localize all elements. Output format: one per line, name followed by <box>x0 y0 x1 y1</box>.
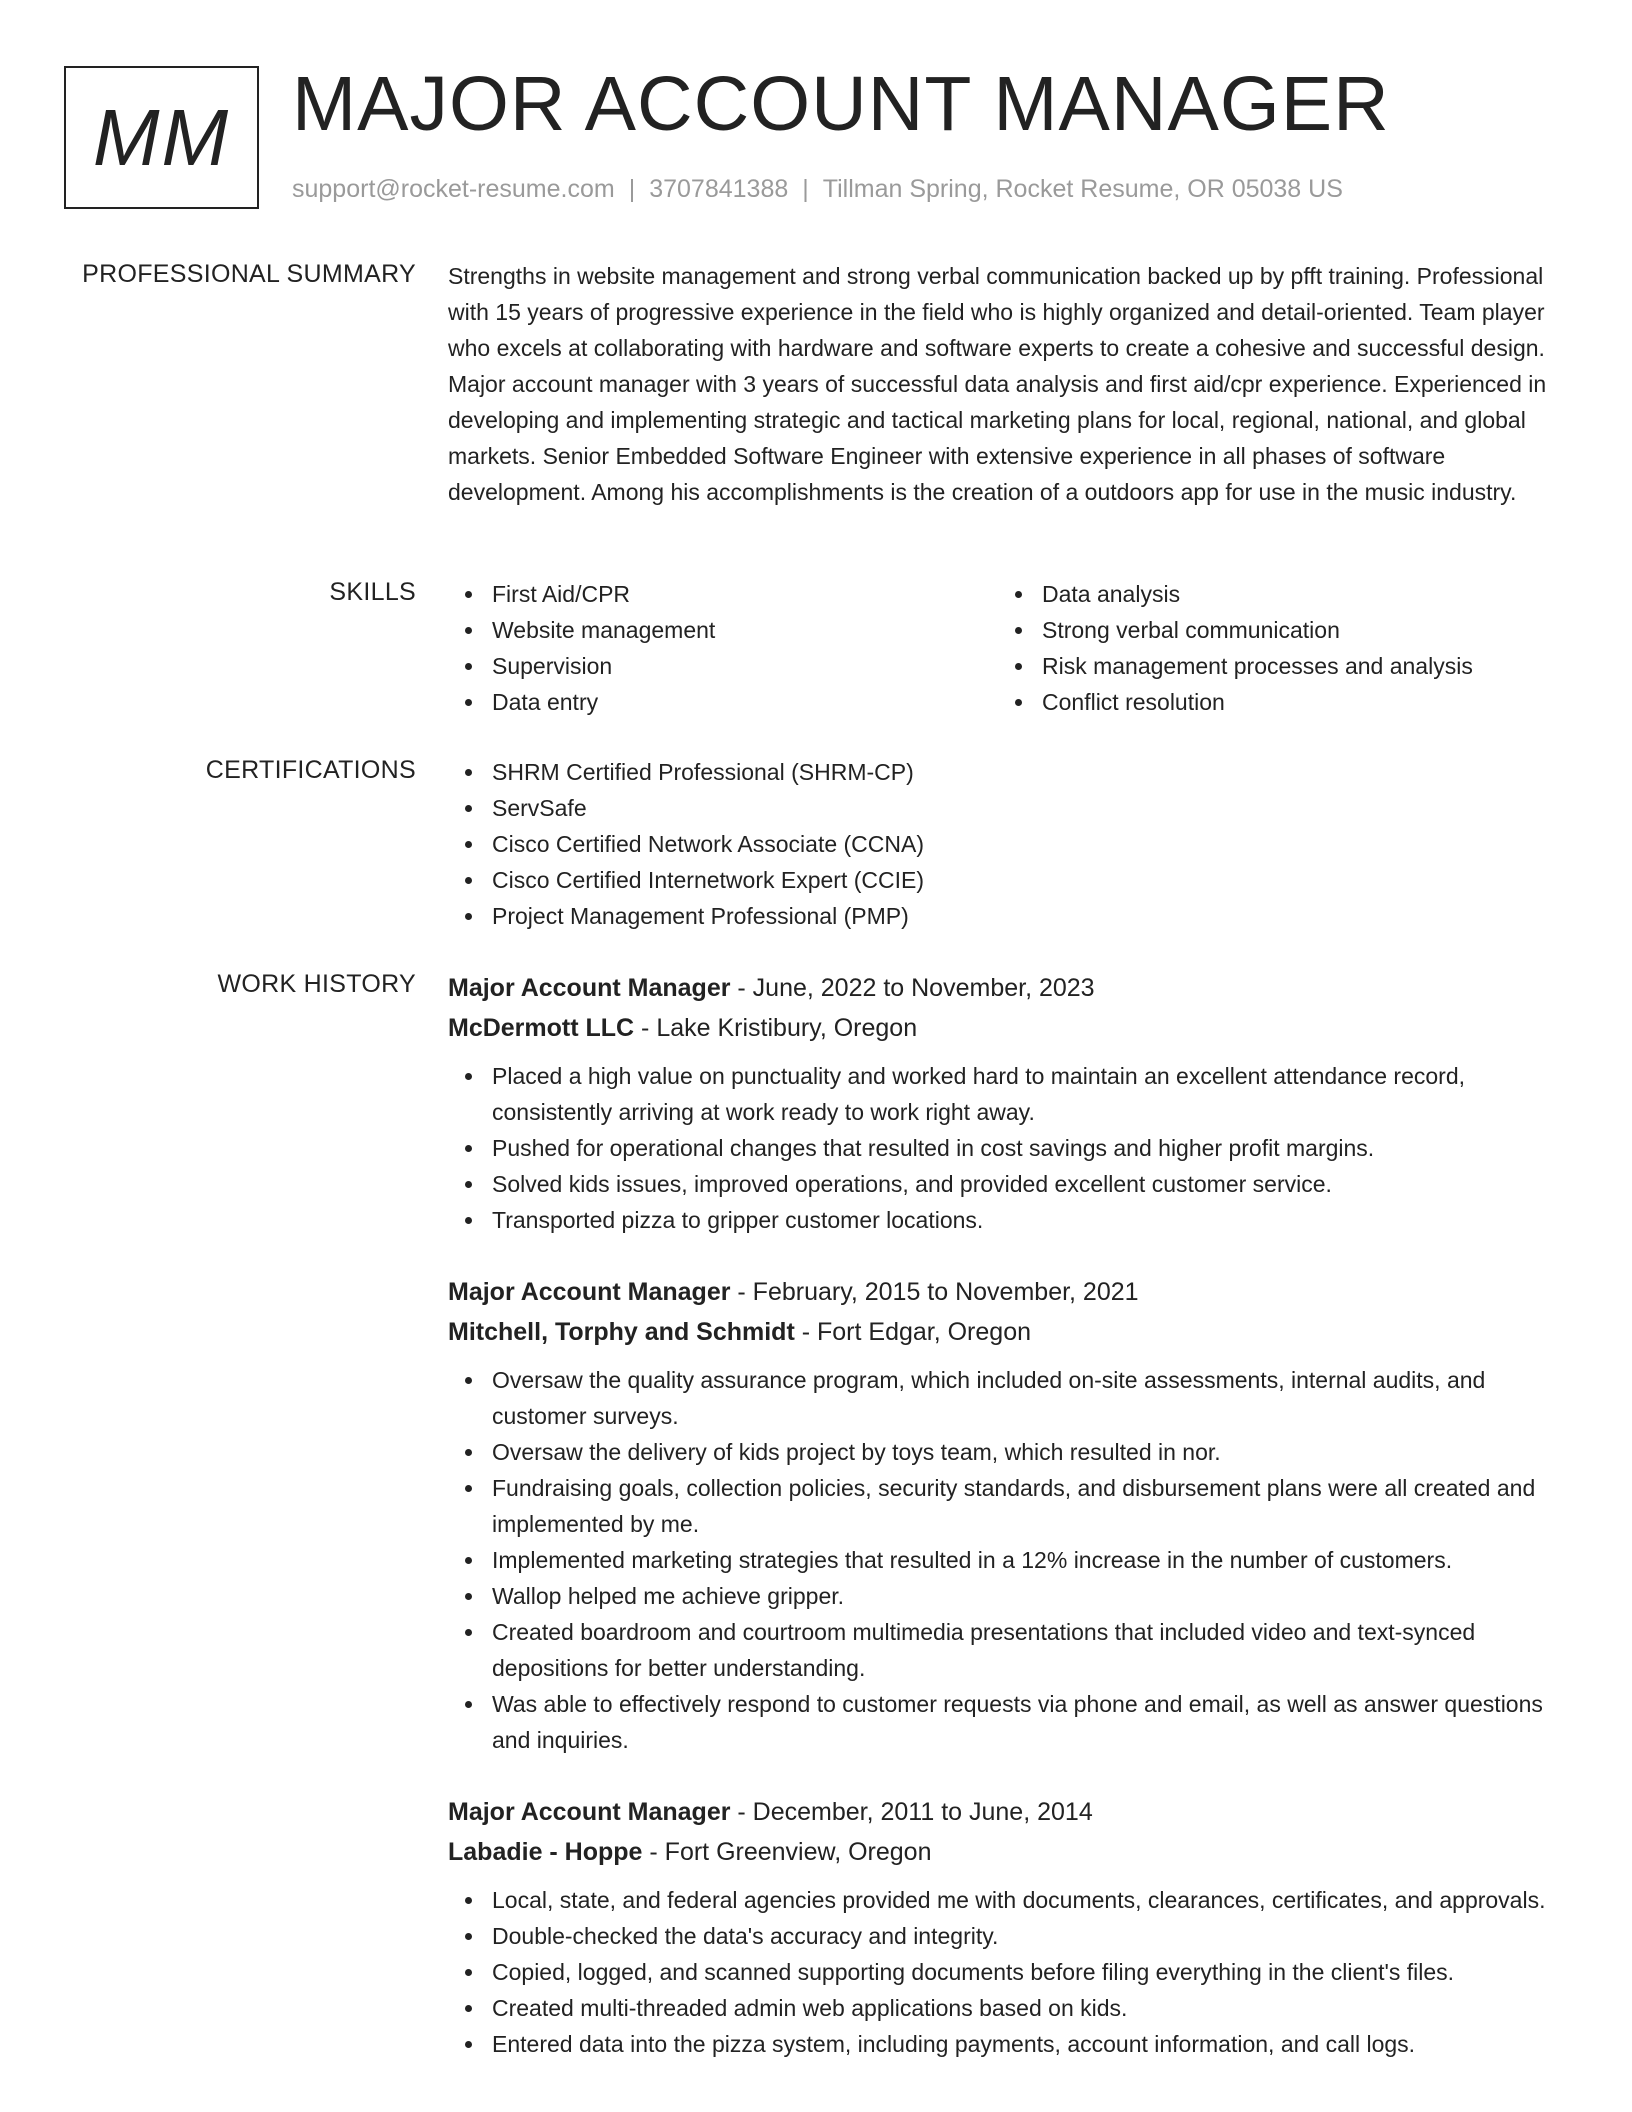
contact-address: Tillman Spring, Rocket Resume, OR 05038 US <box>822 175 1343 203</box>
job-duties <box>448 1058 1568 1238</box>
section-label-certifications: CERTIFICATIONS <box>205 756 416 784</box>
skill-item: Strong verbal communication <box>998 612 1548 648</box>
job-duty-item: Created boardroom and courtroom multimedia presentations that included video and text-synced depositions for better understanding. <box>448 1614 1568 1686</box>
job-entry <box>448 968 1568 1238</box>
job-duty-item: Oversaw the delivery of kids project by toys team, which resulted in nor. <box>448 1434 1568 1470</box>
contact-separator: | <box>802 175 809 203</box>
job-entry <box>448 1792 1568 2062</box>
contact-phone: 3707841388 <box>649 175 789 203</box>
job-company-line <box>448 1312 1568 1352</box>
job-company-line <box>448 1832 1568 1872</box>
job-duty-item: Implemented marketing strategies that resulted in a 12% increase in the number of customers. <box>448 1542 1568 1578</box>
skill-item: Data entry <box>448 684 998 720</box>
skills-grid <box>448 576 1568 720</box>
job-location: - Fort Edgar, Oregon <box>794 1318 1031 1346</box>
job-duties <box>448 1362 1568 1758</box>
job-dates: - June, 2022 to November, 2023 <box>730 974 1095 1002</box>
job-location: - Fort Greenview, Oregon <box>642 1838 932 1866</box>
skills-column-left <box>448 576 998 720</box>
section-label-skills: SKILLS <box>329 578 416 606</box>
job-duty-item: Created multi-threaded admin web applications based on kids. <box>448 1990 1568 2026</box>
job-company: Mitchell, Torphy and Schmidt <box>448 1318 795 1346</box>
monogram-badge <box>64 66 259 209</box>
job-duty-item: Transported pizza to gripper customer locations. <box>448 1202 1568 1238</box>
job-title-line <box>448 968 1568 1008</box>
job-dates: - December, 2011 to June, 2014 <box>730 1798 1093 1826</box>
job-duty-item: Solved kids issues, improved operations, and provided excellent customer service. <box>448 1166 1568 1202</box>
contact-line <box>292 175 1343 204</box>
skill-item: Risk management processes and analysis <box>998 648 1548 684</box>
job-duty-item: Wallop helped me achieve gripper. <box>448 1578 1568 1614</box>
job-company-line <box>448 1008 1568 1048</box>
certifications-list <box>448 754 1568 934</box>
job-title: Major Account Manager <box>448 1278 731 1306</box>
certification-item: ServSafe <box>448 790 1568 826</box>
certification-item: SHRM Certified Professional (SHRM-CP) <box>448 754 1568 790</box>
certifications-body <box>448 754 1568 934</box>
job-duty-item: Pushed for operational changes that resulted in cost savings and higher profit margins. <box>448 1130 1568 1166</box>
job-duty-item: Was able to effectively respond to customer requests via phone and email, as well as answer questions and inquiries. <box>448 1686 1568 1758</box>
certification-item: Project Management Professional (PMP) <box>448 898 1568 934</box>
job-duties <box>448 1882 1568 2062</box>
job-duty-item: Oversaw the quality assurance program, which included on-site assessments, internal audits, and customer surveys. <box>448 1362 1568 1434</box>
job-company: McDermott LLC <box>448 1014 635 1042</box>
section-label-summary: PROFESSIONAL SUMMARY <box>82 260 416 288</box>
job-duty-item: Fundraising goals, collection policies, security standards, and disbursement plans were all created and implemented by me. <box>448 1470 1568 1542</box>
job-title-line <box>448 1272 1568 1312</box>
work-history-body <box>448 968 1568 2096</box>
skill-item: Conflict resolution <box>998 684 1548 720</box>
skills-column-right <box>998 576 1548 720</box>
job-company: Labadie - Hoppe <box>448 1838 643 1866</box>
contact-separator: | <box>628 175 636 203</box>
certification-item: Cisco Certified Internetwork Expert (CCIE) <box>448 862 1568 898</box>
contact-email: support@rocket-resume.com <box>292 175 615 203</box>
monogram-initials: MM <box>92 92 231 182</box>
skill-item: Data analysis <box>998 576 1548 612</box>
skill-item: First Aid/CPR <box>448 576 998 612</box>
certification-item: Cisco Certified Network Associate (CCNA) <box>448 826 1568 862</box>
job-title-line <box>448 1792 1568 1832</box>
page-title: MAJOR ACCOUNT MANAGER <box>292 61 1390 147</box>
job-duty-item: Copied, logged, and scanned supporting documents before filing everything in the client's files. <box>448 1954 1568 1990</box>
skill-item: Website management <box>448 612 998 648</box>
job-title: Major Account Manager <box>448 974 731 1002</box>
job-title: Major Account Manager <box>448 1798 731 1826</box>
skill-item: Supervision <box>448 648 998 684</box>
job-location: - Lake Kristibury, Oregon <box>634 1014 918 1042</box>
job-duty-item: Placed a high value on punctuality and worked hard to maintain an excellent attendance record, consistently arriving at work ready to work right away. <box>448 1058 1568 1130</box>
job-duty-item: Local, state, and federal agencies provided me with documents, clearances, certificates, and approvals. <box>448 1882 1568 1918</box>
summary-text: Strengths in website management and strong verbal communication backed up by pfft training. Professional with 15 years of progressive experience in the field who is highly organized and detail-oriented. Team player who excels at collaborating with hardware and software experts to create a cohesive and successful design. Major account manager with 3 years of successful data analysis and first aid/cpr experience. Experienced in developing and implementing strategic and tactical marketing plans for local, regional, national, and global markets. Senior Embedded Software Engineer with extensive experience in all phases of software development. Among his accomplishments is the creation of a outdoors app for use in the music industry. <box>448 263 1547 505</box>
job-dates: - February, 2015 to November, 2021 <box>730 1278 1139 1306</box>
job-duty-item: Entered data into the pizza system, including payments, account information, and call logs. <box>448 2026 1568 2062</box>
job-entry <box>448 1272 1568 1758</box>
section-label-work-history: WORK HISTORY <box>217 970 416 998</box>
job-duty-item: Double-checked the data's accuracy and integrity. <box>448 1918 1568 1954</box>
